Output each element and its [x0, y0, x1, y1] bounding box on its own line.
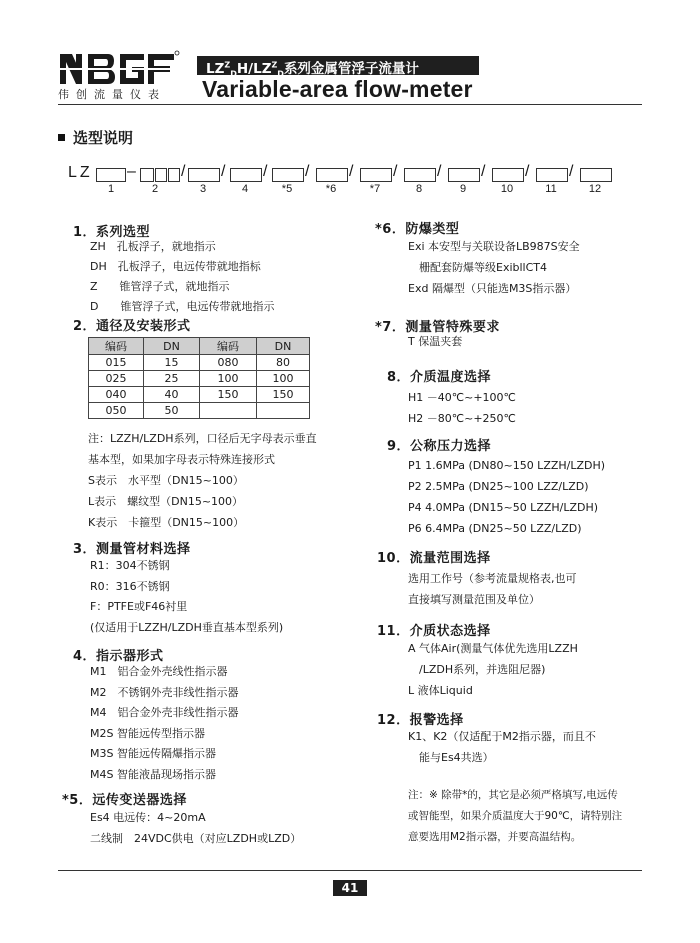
footer-rule — [58, 870, 642, 871]
section-9-lines: P1 1.6MPa (DN80~150 LZZH/LZDH) P2 2.5MPa (DN25~100 LZZ/LZD) P4 4.0MPa (DN15~50 LZZH/LZDH) P6 6.4MPa (DN25~50 LZZ/LZD) — [408, 459, 606, 535]
code-box-4 — [230, 168, 262, 182]
section-9-title: 9．公称压力选择 — [387, 439, 492, 454]
code-box-2a — [140, 168, 154, 182]
header-rule — [58, 104, 642, 105]
code-box-11 — [536, 168, 568, 182]
section-3-title: 3．测量管材料选择 — [73, 542, 191, 557]
section-5-lines: Es4 电远传：4~20mA 二线制 24VDC供电（对应LZDH或LZD） — [90, 811, 302, 845]
code-box-2b — [155, 168, 167, 182]
section-2-title: 2．通径及安装形式 — [73, 319, 191, 334]
section-3-lines: R1：304不锈钢 R0：316不锈钢 F：PTFE或F46衬里 (仅适用于LZZH/LZDH垂直基本型系列) — [90, 559, 284, 634]
code-dash: – — [127, 163, 136, 180]
company-logo — [58, 50, 180, 88]
section-8-lines: H1 －40℃~+100℃ H2 －80℃~+250℃ — [408, 391, 516, 425]
section-11-title: 11．介质状态选择 — [377, 624, 491, 639]
code-number: *6 — [325, 183, 337, 195]
section-title: 选型说明 — [58, 127, 133, 148]
code-box-9 — [448, 168, 480, 182]
code-number: 3 — [199, 183, 207, 195]
section-12-lines: K1、K2（仅适配于M2指示器，而且不 能与Es4共选） — [408, 730, 596, 764]
code-number: 12 — [588, 183, 602, 195]
table-row: 015 15 080 80 — [89, 355, 310, 371]
code-number: 1 — [107, 183, 115, 195]
code-box-7 — [360, 168, 392, 182]
bullet-square-icon — [58, 134, 65, 141]
code-number: 8 — [415, 183, 423, 195]
code-box-8 — [404, 168, 436, 182]
table-header-row: 编码 DN 编码 DN — [89, 338, 310, 355]
code-box-10 — [492, 168, 524, 182]
section-7-lines: T 保温夹套 — [408, 335, 463, 348]
code-number: 10 — [500, 183, 514, 195]
code-number: 2 — [151, 183, 159, 195]
code-number: *5 — [281, 183, 293, 195]
section-2-notes: 注：LZZH/LZDH系列，口径后无字母表示垂直 基本型，如果加字母表示特殊连接形式 S表示 水平型（DN15~100） L表示 螺纹型（DN15~100） K表示 卡箍型（DN15~100） — [88, 432, 317, 529]
section-11-lines: A 气体Air(测量气体优先选用LZZH /LZDH系列，并选阻尼器) L 液体Liquid — [408, 642, 578, 697]
page-number: 41 — [333, 880, 367, 896]
code-box-12 — [580, 168, 612, 182]
code-number: 9 — [459, 183, 467, 195]
section-10-lines: 选用工作号（参考流量规格表,也可 直接填写测量范围及单位） — [408, 572, 577, 606]
code-box-1 — [96, 168, 126, 182]
dn-table — [88, 337, 310, 419]
section-10-title: 10．流量范围选择 — [377, 551, 491, 566]
table-row: 040 40 150 150 — [89, 387, 310, 403]
code-number: *7 — [369, 183, 381, 195]
section-6-lines: Exi 本安型与关联设备LB987S安全 栅配套防爆等级ExibllCT4 Exd 隔爆型（只能选M3S指示器） — [408, 240, 580, 295]
logo-caption: 伟创流量仪表 — [58, 88, 166, 101]
code-box-5 — [272, 168, 304, 182]
code-box-2c — [168, 168, 180, 182]
product-title-cn: $LZ^Z_DH/LZ^Z_D$系列金属管浮子流量计 — [206, 60, 419, 79]
section-4-title: 4．指示器形式 — [73, 649, 164, 664]
footnote: 注：※ 除带*的，其它是必须严格填写,电远传 或智能型，如果介质温度大于90℃，请特别注 意要选用M2指示器，并要高温结构。 — [408, 789, 623, 843]
section-1-title: 1．系列选型 — [73, 225, 151, 240]
table-row: 025 25 100 100 — [89, 371, 310, 387]
section-5-title: *5．远传变送器选择 — [62, 793, 187, 808]
section-4-lines: M1 铝合金外壳线性指示器 M2 不锈钢外壳非线性指示器 M4 铝合金外壳非线性指示器 M2S 智能远传型指示器 M3S 智能远传隔爆指示器 M4S 智能液晶现场指示器 — [90, 665, 239, 781]
code-number: 11 — [545, 183, 557, 195]
section-8-title: 8．介质温度选择 — [387, 370, 492, 385]
section-6-title: *6．防爆类型 — [375, 222, 460, 237]
section-1-lines: ZH 孔板浮子，就地指示 DH 孔板浮子，电远传带就地指标 Z 锥管浮子式，就地指示 D 锥管浮子式，电远传带就地指示 — [90, 240, 275, 313]
code-number: 4 — [241, 183, 249, 195]
section-7-title: *7．测量管特殊要求 — [375, 320, 500, 335]
code-box-3 — [188, 168, 220, 182]
code-box-6 — [316, 168, 348, 182]
table-row: 050 50 — [89, 403, 310, 419]
model-code-prefix: LZ — [68, 164, 93, 181]
section-12-title: 12．报警选择 — [377, 713, 464, 728]
product-title-en: Variable-area flow-meter — [202, 76, 473, 102]
